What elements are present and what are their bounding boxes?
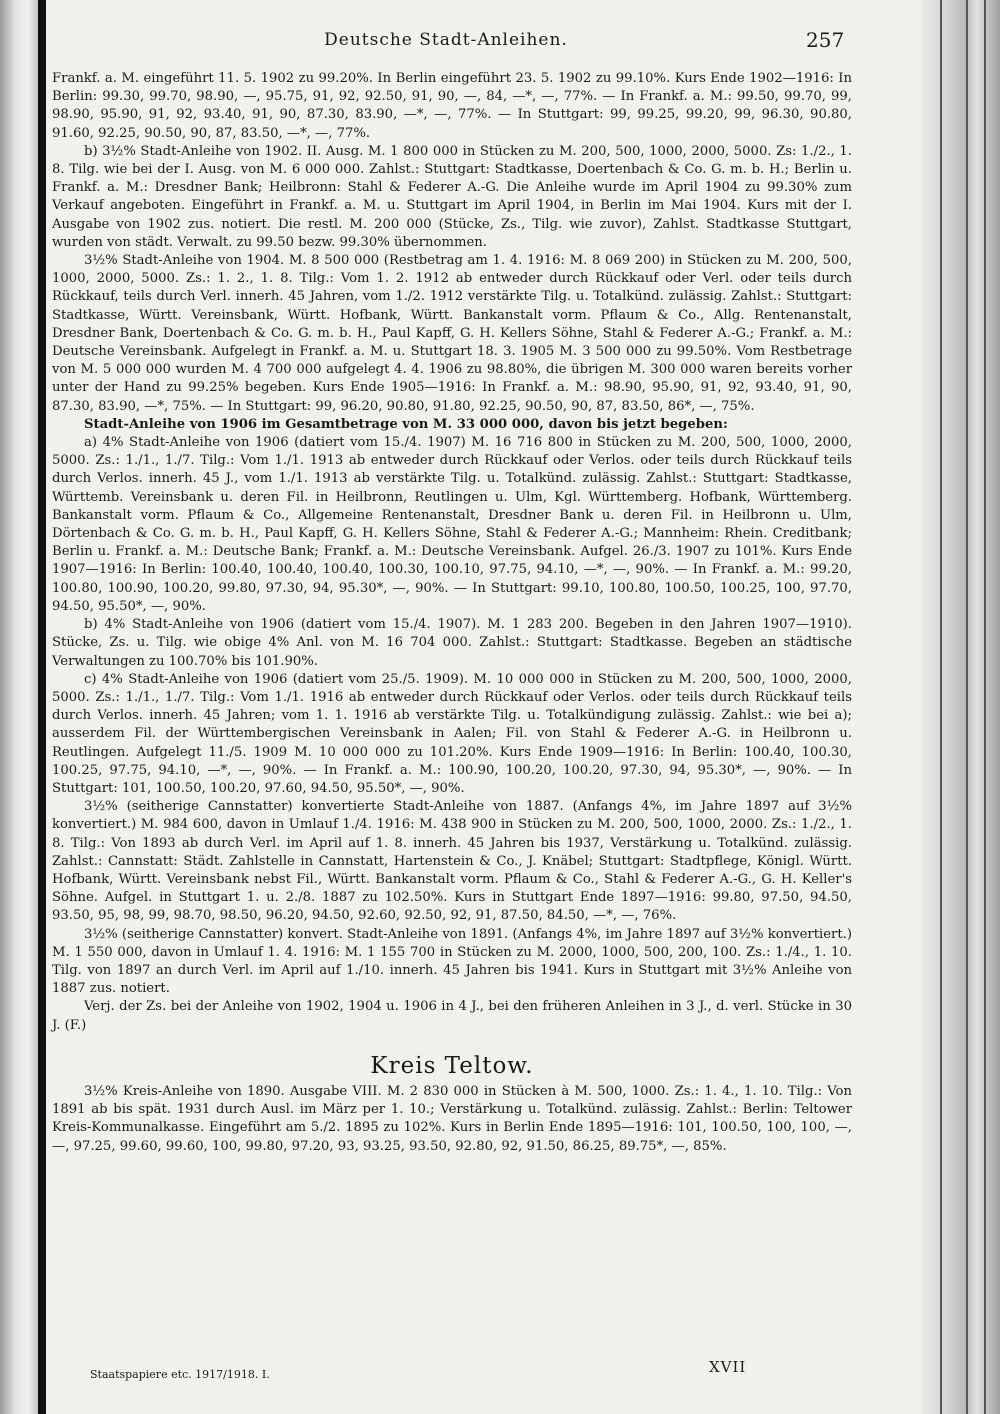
paragraph: c) 4% Stadt-Anleihe von 1906 (datiert vom 25./5. 1909). M. 10 000 000 in Stücken zu M. 200, 500, 1000, 2000, 5000. Zs.: 1./1., 1./7. Tilg.: Vom 1./1. 1916 ab entweder durch Rückkauf oder Verlos. oder teils durch Rückkauf teils durch Verlos. innerh. 45 Jahren; vom 1. 1. 1916 ab verstärkte Tilg. u. Totalkündigung zulässig. Zahlst.: wie bei a); ausserdem Fil. der Württembergischen Vereinsbank in Aalen; Fil. von Stahl & Federer A.-G. in Heilbronn u. Reutlingen. Aufgelegt 11./5. 1909 M. 10 000 000 zu 101.20%. Kurs Ende 1909—1916: In Berlin: 100.40, 100.30, 100.25, 97.75, 94.10, —*, —, 90%. — In Frankf. a. M.: 100.90, 100.20, 100.20, 97.30, 94, 95.30*, —, 90%. — In Stuttgart: 101, 100.50, 100.20, 97.60, 94.50, 95.50*, —, 90%. xyxy=(52,671,852,796)
paragraph: Frankf. a. M. eingeführt 11. 5. 1902 zu 99.20%. In Berlin eingeführt 23. 5. 1902 zu 99.10%. Kurs Ende 1902—1916: In Berlin: 99.30, 99.70, 98.90, —, 95.75, 91, 92, 92.50, 91, 90, —, 84, —*, —, 77%. — In Frankf. a. M.: 99.50, 99.70, 99, 98.90, 95.90, 91, 92, 93.40, 91, 90, 87.30, 83.90, —*, —, 77%. — In Stuttgart: 99, 99.25, 99.20, 99, 96.30, 90.80, 91.60, 92.25, 90.50, 90, 87, 83.50, —*, —, 77%. xyxy=(52,71,852,141)
paragraph: a) 4% Stadt-Anleihe von 1906 (datiert vom 15./4. 1907) M. 16 716 800 in Stücken zu M. 200, 500, 1000, 2000, 5000. Zs.: 1./1., 1./7. Tilg.: Vom 1./1. 1913 ab entweder durch Rückkauf oder Verlos. oder teils durch Rückkauf teils durch Verlos. innerh. 45 J., vom 1./1. 1913 ab verstärkte Tilg. u. Totalkünd. zulässig. Zahlst.: Stuttgart: Stadtkasse, Württemb. Vereinsbank u. deren Fil. in Heilbronn, Reutlingen u. Ulm, Kgl. Württemberg. Hofbank, Württemberg. Bankanstalt vorm. Pflaum & Co., Allgemeine Rentenanstalt, Dresdner Bank u. deren Fil. in Heilbronn u. Ulm, Dörtenbach & Co. G. m. b. H., Paul Kapff, G. H. Kellers Söhne, Stahl & Federer A.-G.; Mannheim: Rhein. Creditbank; Berlin u. Frankf. a. M.: Deutsche Bank; Frankf. a. M.: Deutsche Vereinsbank. Aufgel. 26./3. 1907 zu 101%. Kurs Ende 1907—1916: In Berlin: 100.40, 100.40, 100.40, 100.30, 100.10, 97.75, 94.10, —*, —, 90%. — In Frankf. a. M.: 99.20, 100.80, 100.90, 100.20, 99.80, 97.30, 94, 95.30*, —, 90%. — In Stuttgart: 99.10, 100.80, 100.50, 100.25, 100, 97.70, 94.50, 95.50*, —, 90%. xyxy=(52,435,852,614)
paragraph: Verj. der Zs. bei der Anleihe von 1902, 1904 u. 1906 in 4 J., bei den früheren Anleihen in 3 J., d. verl. Stücke in 30 J. (F.) xyxy=(52,999,852,1033)
running-title: Deutsche Stadt-Anleihen. xyxy=(324,30,568,50)
paragraph: 3½% Stadt-Anleihe von 1904. M. 8 500 000 (Restbetrag am 1. 4. 1916: M. 8 069 200) in Stücken zu M. 200, 500, 1000, 2000, 5000. Zs.: 1. 2., 1. 8. Tilg.: Vom 1. 2. 1912 ab entweder durch Rückkauf oder Verl. oder teils durch Rückkauf, teils durch Verl. innerh. 45 Jahren, vom 1./2. 1912 verstärkte Tilg. u. Totalkünd. zulässig. Zahlst.: Stuttgart: Stadtkasse, Württ. Vereinsbank, Württ. Hofbank, Württ. Bankanstalt vorm. Pflaum & Co., Allg. Rentenanstalt, Dresdner Bank, Doertenbach & Co. G. m. b. H., Paul Kapff, G. H. Kellers Söhne, Stahl & Federer A.-G.; Frankf. a. M.: Deutsche Vereinsbank. Aufgelegt in Frankf. a. M. u. Stuttgart 18. 3. 1905 M. 3 500 000 zu 99.50%. Vom Restbetrage von M. 5 000 000 wurden M. 4 700 000 aufgelegt 4. 4. 1906 zu 98.80%, die übrigen M. 300 000 waren bereits vorher unter der Hand zu 99.25% begeben. Kurs Ende 1905—1916: In Frankf. a. M.: 98.90, 95.90, 91, 92, 93.40, 91, 90, 87.30, 83.90, —*, 75%. — In Stuttgart: 99, 96.20, 90.80, 91.80, 92.25, 90.50, 90, 87, 83.50, 86*, —, 75%. xyxy=(52,253,852,414)
page-body xyxy=(52,70,852,1156)
paragraph: 3½% (seitherige Cannstatter) konvertierte Stadt-Anleihe von 1887. (Anfangs 4%, im Jahre 1897 auf 3½% konvertiert.) M. 984 600, davon in Umlauf 1./4. 1916: M. 438 900 in Stücken zu M. 200, 500, 1000, 2000. Zs.: 1./2., 1. 8. Tilg.: Von 1893 ab durch Verl. im April auf 1. 8. innerh. 45 Jahren bis 1937, Verstärkung u. Totalkünd. zulässig. Zahlst.: Cannstatt: Städt. Zahlstelle in Cannstatt, Hartenstein & Co., J. Knäbel; Stuttgart: Stadtpflege, Königl. Württ. Hofbank, Württ. Vereinsbank nebst Fil., Württ. Bankanstalt vorm. Pflaum & Co., Stahl & Federer A.-G., G. H. Keller's Söhne. Aufgel. in Stuttgart 1. u. 2./8. 1887 zu 102.50%. Kurs in Stuttgart Ende 1897—1916: 99.80, 97.50, 94.50, 93.50, 95, 98, 99, 98.70, 98.50, 96.20, 94.50, 92.60, 92.50, 92, 91, 87.50, 84.50, —*, —, 76%. xyxy=(52,799,852,924)
right-page-edges xyxy=(922,0,1000,1414)
paragraph: b) 3½% Stadt-Anleihe von 1902. II. Ausg. M. 1 800 000 in Stücken zu M. 200, 500, 1000, 2000, 5000. Zs: 1./2., 1. 8. Tilg. wie bei der I. Ausg. von M. 6 000 000. Zahlst.: Stuttgart: Stadtkasse, Doertenbach & Co. G. m. b. H.; Berlin u. Frankf. a. M.: Dresdner Bank; Heilbronn: Stahl & Federer A.-G. Die Anleihe wurde im April 1904 zu 99.30% zum Verkauf angeboten. Eingeführt in Frankf. a. M. u. Stuttgart im April 1904, in Berlin im Mai 1904. Kurs mit der I. Ausgabe von 1902 zus. notiert. Die restl. M. 200 000 (Stücke, Zs., Tilg. wie zuvor), Zahlst. Stadtkasse Stuttgart, wurden von städt. Verwalt. zu 99.50 bezw. 99.30% übernommen. xyxy=(52,143,852,250)
footer-imprint: Staatspapiere etc. 1917/1918. I. xyxy=(90,1368,270,1381)
paragraph: 3½% Kreis-Anleihe von 1890. Ausgabe VIII. M. 2 830 000 in Stücken à M. 500, 1000. Zs.: 1. 4., 1. 10. Tilg.: Von 1891 ab bis spät. 1931 durch Ausl. im März per 1. 10.; Verstärkung u. Totalkünd. zulässig. Zahlst.: Berlin: Teltower Kreis-Kommunalkasse. Eingeführt am 5./2. 1895 zu 102%. Kurs in Berlin Ende 1895—1916: 101, 100.50, 100, 100, —, —, 97.25, 99.60, 99.60, 100, 99.80, 97.20, 93, 93.25, 93.50, 92.80, 92, 91.50, 86.25, 89.75*, —, 85%. xyxy=(52,1083,852,1154)
page-number: 257 xyxy=(806,28,845,52)
book-spine xyxy=(38,0,46,1414)
paragraph: 3½% (seitherige Cannstatter) konvert. Stadt-Anleihe von 1891. (Anfangs 4%, im Jahre 1897 auf 3½% konvertiert.) M. 1 550 000, davon in Umlauf 1. 4. 1916: M. 1 155 700 in Stücken zu M. 2000, 1000, 500, 200, 100. Zs.: 1./4., 1. 10. Tilg. von 1897 an durch Verl. im April auf 1./10. innerh. 45 Jahren bis 1941. Kurs in Stuttgart mit 3½% Anleihe von 1887 zus. notiert. xyxy=(52,926,852,997)
section-heading: Kreis Teltow. xyxy=(370,1052,534,1079)
document-page xyxy=(46,0,922,1414)
paragraph: Stadt-Anleihe von 1906 im Gesamtbetrage von M. 33 000 000, davon bis jetzt begeben: xyxy=(84,416,728,432)
paragraph: b) 4% Stadt-Anleihe von 1906 (datiert vom 15./4. 1907). M. 1 283 200. Begeben in den Jahren 1907—1910). Stücke, Zs. u. Tilg. wie obige 4% Anl. von M. 16 704 000. Zahlst.: Stuttgart: Stadtkasse. Begeben an städtische Verwaltungen zu 100.70% bis 101.90%. xyxy=(52,617,852,669)
left-book-margin xyxy=(0,0,40,1414)
signature-mark: XVII xyxy=(709,1358,747,1376)
